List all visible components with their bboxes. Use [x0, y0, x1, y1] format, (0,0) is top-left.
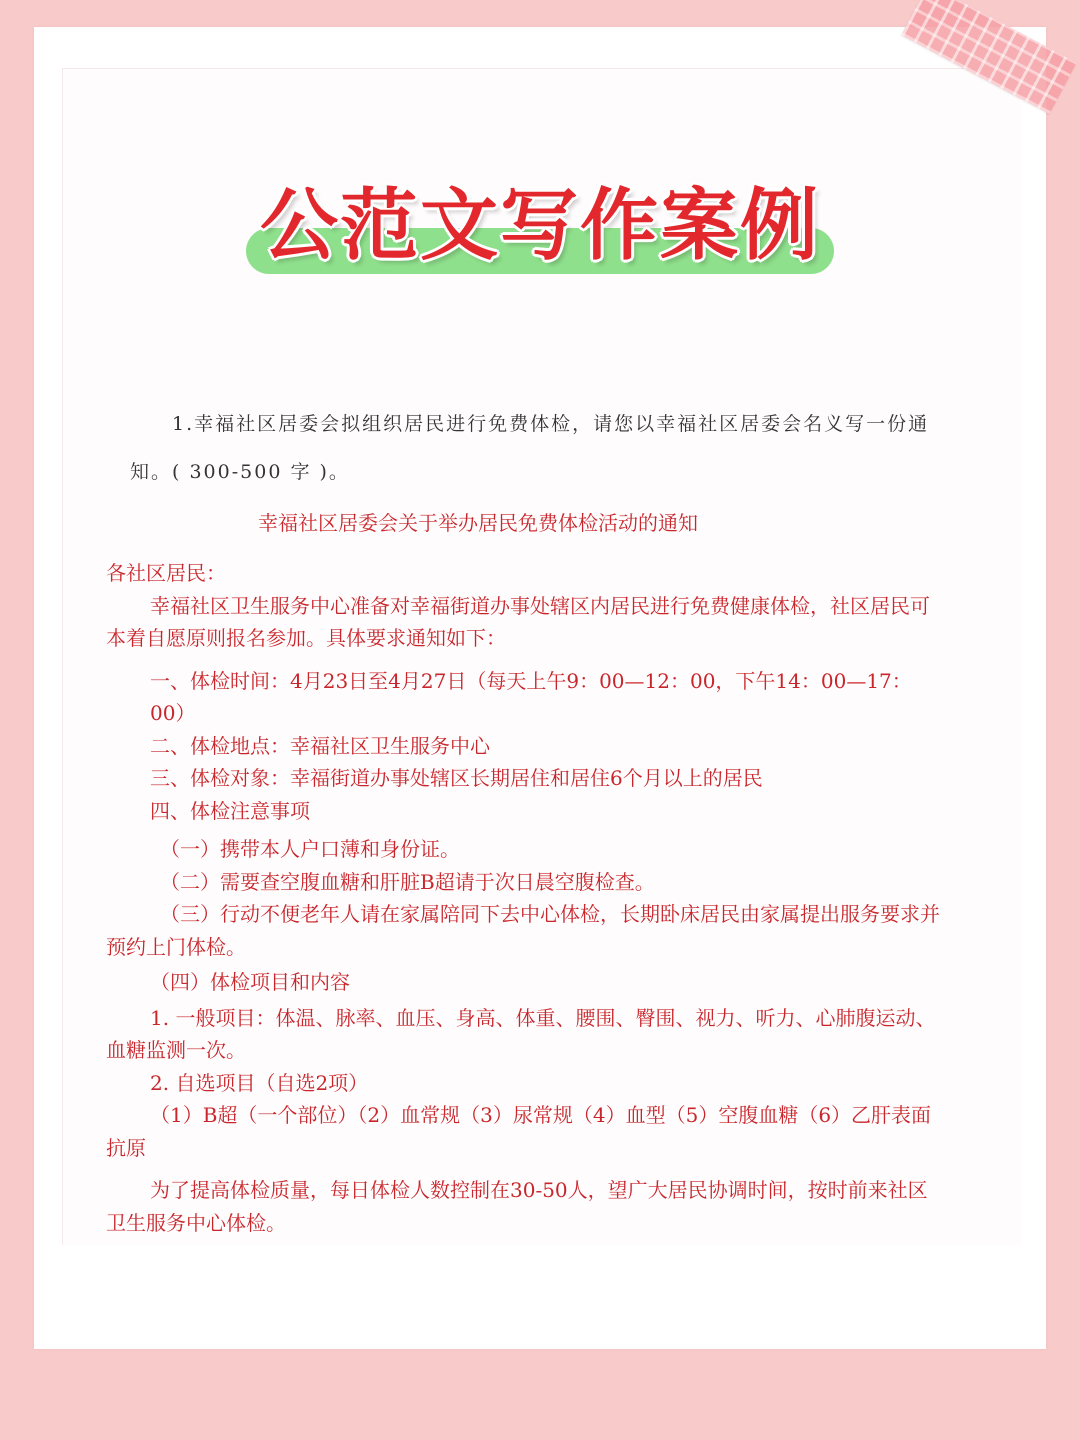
- notice-sub-item-3: （三）行动不便老年人请在家属陪同下去中心体检，长期卧床居民由家属提出服务要求并预约上门体检。: [106, 902, 940, 959]
- notice-sub-item-4: （四）体检项目和内容: [150, 970, 350, 994]
- question-line-1: 1.幸福社区居委会拟组织居民进行免费体检，请您以幸福社区居委会名义写一份通: [172, 413, 930, 435]
- notice-project-1: 1. 一般项目：体温、脉率、血压、身高、体重、腰围、臀围、视力、听力、心肺腹运动、血糖监测一次。: [106, 1005, 936, 1062]
- notice-sub-item-2: （二）需要查空腹血糖和肝脏B超请于次日晨空腹检查。: [160, 869, 655, 894]
- page-title: 公范文写作案例: [259, 181, 820, 271]
- notice-intro: 幸福社区卫生服务中心准备对幸福街道办事处辖区内居民进行免费健康体检，社区居民可本着自愿原则报名参加。具体要求通知如下：: [106, 593, 930, 650]
- title-block: [240, 176, 840, 286]
- question-line-2: 知。( 300-500 字 )。: [130, 461, 350, 483]
- notice-item-precautions: 四、体检注意事项: [150, 798, 310, 823]
- notice-sub-item-1: （一）携带本人户口薄和身份证。: [160, 837, 460, 861]
- notice-salutation: 各社区居民：: [106, 561, 226, 585]
- notice-closing: 为了提高体检质量，每日体检人数控制在30-50人，望广大居民协调时间，按时前来社区卫生服务中心体检。: [106, 1178, 928, 1235]
- notice-title: 幸福社区居委会关于举办居民免费体检活动的通知: [258, 511, 698, 535]
- notice-project-2: 2. 自选项目（自选2项）: [150, 1070, 369, 1095]
- notice-item-target: 三、体检对象：幸福街道办事处辖区长期居住和居住6个月以上的居民: [150, 766, 763, 790]
- notice-item-time: 一、体检时间：4月23日至4月27日（每天上午9：00—12：00，下午14：00—17：00）: [150, 668, 912, 725]
- notice-item-location: 二、体检地点：幸福社区卫生服务中心: [150, 733, 490, 758]
- notice-body: [106, 505, 946, 1239]
- question-block: [110, 400, 970, 496]
- notice-project-2-options: （1）B超（一个部位）（2）血常规（3）尿常规（4）血型（5）空腹血糖（6）乙肝表面抗原: [106, 1103, 932, 1160]
